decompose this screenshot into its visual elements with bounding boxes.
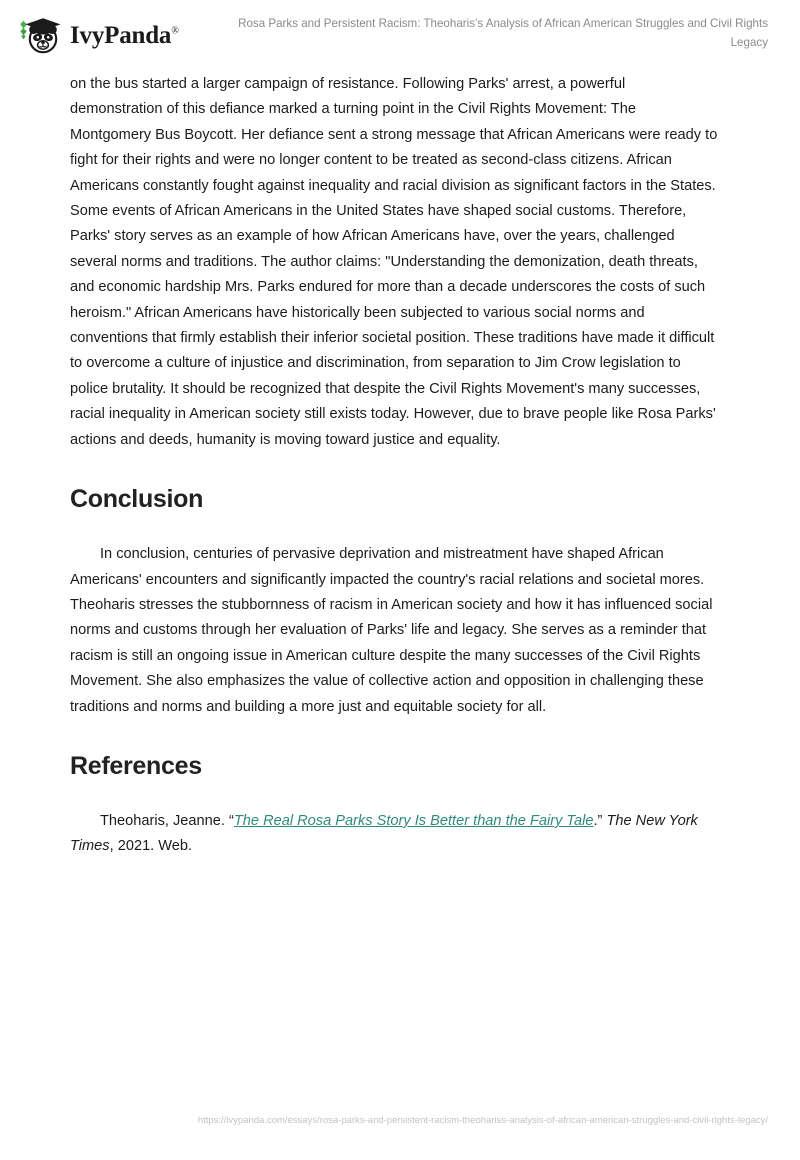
panda-graduate-icon bbox=[16, 12, 66, 58]
closing-quote: .” bbox=[593, 812, 607, 829]
ivypanda-logo[interactable] bbox=[0, 0, 179, 58]
spacer bbox=[70, 720, 720, 752]
document-body bbox=[70, 72, 720, 860]
document-title-header: Rosa Parks and Persistent Racism: Theoharis’s Analysis of African American Struggles and Civil Rights Legacy bbox=[238, 17, 768, 50]
heading-conclusion: Conclusion bbox=[70, 485, 204, 514]
spacer bbox=[70, 514, 720, 542]
brand-text: IvyPanda bbox=[70, 21, 172, 49]
paragraph-continued: on the bus started a larger campaign of resistance. Following Parks' arrest, a powerful demonstration of this defiance marked a turning point in the Civil Rights Movement: The Montgomery Bus Boycott. Her defiance sent a strong message that African Americans were ready to fight for their rights and were no longer content to be treated as second-class citizens. African Americans constantly fought against inequality and racial division as significant factors in the States. Some events of African Americans in the United States have shaped social customs. Therefore, Parks' story serves as an example of how African Americans have, over the years, challenged several norms and traditions. The author claims: "Understanding the demonization, death threats, and economic hardship Mrs. Parks endured for more than a decade underscores the costs of such heroism." African Americans have historically been subjected to various social norms and conventions that firmly establish their inferior societal position. These traditions have made it difficult to overcome a culture of injustice and discrimination, from separation to Jim Crow legislation to police brutality. It should be recognized that despite the Civil Rights Movement's many successes, racial inequality in American society still exists today. However, due to brave people like Rosa Parks' actions and deeds, humanity is moving toward justice and equality. bbox=[70, 76, 718, 448]
spacer bbox=[70, 781, 720, 809]
reference-entry bbox=[70, 809, 720, 860]
trademark-symbol: ® bbox=[171, 25, 179, 37]
spacer bbox=[70, 453, 720, 485]
reference-suffix: , 2021. Web. bbox=[109, 838, 193, 855]
footer-url[interactable]: https://ivypanda.com/essays/rosa-parks-and-persistent-racism-theohariss-analysis-of-african-american-struggles-and-civil-rights-legacy/ bbox=[197, 1115, 768, 1126]
reference-publication: The New York Times bbox=[70, 812, 698, 855]
page-header bbox=[0, 0, 800, 66]
paragraph-conclusion: In conclusion, centuries of pervasive deprivation and mistreatment have shaped African Americans' encounters and significantly impacted the country's racial relations and societal mores. Theoharis stresses the stubbornness of racism in American society and how it has influenced social norms and customs through her evaluation of Parks' life and legacy. She serves as a reminder that racism is still an ongoing issue in American culture despite the many successes of the Civil Rights Movement. She also emphasizes the value of collective action and opposition in challenging these traditions and norms and building a more just and equitable society for all. bbox=[70, 546, 713, 715]
ivypanda-wordmark bbox=[70, 23, 179, 48]
opening-quote: “ bbox=[229, 812, 234, 829]
reference-link[interactable]: The Real Rosa Parks Story Is Better than the Fairy Tale bbox=[233, 812, 594, 829]
reference-author: Theoharis, Jeanne. bbox=[100, 812, 229, 829]
heading-references: References bbox=[70, 751, 202, 780]
